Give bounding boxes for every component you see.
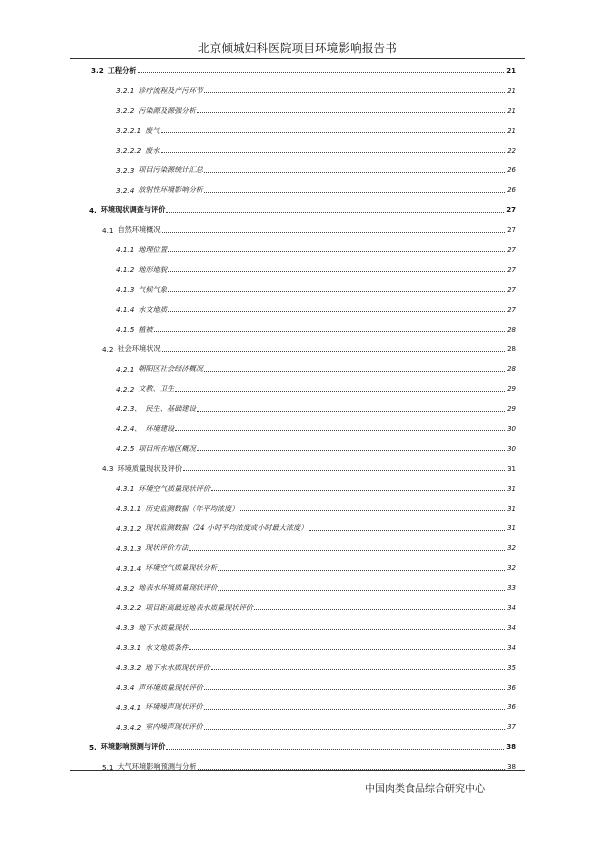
toc-entry-number: 4.2.4、 [116, 423, 142, 433]
toc-entry[interactable] [85, 638, 516, 658]
toc-entry[interactable] [85, 300, 516, 320]
toc-entry-number: 4.3.1.1 [116, 504, 142, 514]
toc-entry[interactable] [85, 658, 516, 678]
dot-leader [168, 311, 505, 312]
footer-rule [70, 770, 525, 771]
toc-entry-number: 3.2.1 [116, 86, 135, 96]
toc-entry[interactable] [85, 419, 516, 439]
toc-entry[interactable] [85, 141, 516, 161]
dot-leader [168, 291, 505, 292]
toc-entry-number: 4.3.4 [116, 683, 135, 693]
toc-entry-title: 现状监测数据（24 小时平均浓度或小时最大浓度） [145, 523, 308, 533]
toc-entry-title: 地理位置 [138, 244, 168, 254]
toc-entry-title: 环境现状调查与评价 [100, 205, 166, 215]
toc-entry[interactable] [85, 320, 516, 340]
dot-leader [168, 251, 505, 252]
toc-entry-page-number: 27 [507, 226, 516, 235]
dot-leader [162, 351, 506, 352]
toc-entry-number: 5. [89, 742, 97, 752]
toc-entry[interactable] [85, 61, 516, 81]
toc-entry[interactable] [85, 578, 516, 598]
toc-entry-page-number: 21 [507, 106, 516, 115]
toc-entry[interactable] [85, 101, 516, 121]
toc-entry-title: 自然环境概况 [117, 225, 161, 235]
toc-entry-page-number: 28 [507, 325, 516, 334]
toc-entry-title: 环境质量现状及评价 [117, 463, 183, 473]
toc-entry-title: 环境噪声现状评价 [145, 702, 203, 712]
toc-entry-title: 环境空气质量现状分析 [145, 563, 218, 573]
toc-entry-page-number: 29 [507, 405, 516, 414]
toc-entry-number: 4.3.3.1 [116, 643, 142, 653]
dot-leader [204, 709, 505, 710]
toc-entry-number: 4.1.5 [116, 325, 135, 335]
toc-entry[interactable] [85, 538, 516, 558]
toc-entry-page-number: 34 [507, 623, 516, 632]
toc-entry-page-number: 28 [507, 365, 516, 374]
dot-leader [162, 232, 506, 233]
dot-leader [161, 132, 506, 133]
toc-entry-title: 地表水环境质量现状评价 [138, 583, 218, 593]
toc-entry-number: 4.3.1.4 [116, 563, 142, 573]
toc-entry[interactable] [85, 518, 516, 538]
toc-entry-title: 地形地貌 [138, 264, 168, 274]
toc-entry-number: 3.2.4 [116, 185, 135, 195]
toc-entry-page-number: 21 [507, 86, 516, 95]
toc-entry-number: 4.1.1 [116, 245, 135, 255]
toc-entry[interactable] [85, 757, 516, 777]
toc-entry[interactable] [85, 121, 516, 141]
toc-entry-number: 3.2 [91, 66, 104, 76]
dot-leader [166, 749, 504, 750]
toc-entry[interactable] [85, 180, 516, 200]
toc-entry-title: 历史监测数据（年平均浓度） [145, 503, 239, 513]
toc-entry[interactable] [85, 499, 516, 519]
toc-entry-number: 4.2 [102, 344, 114, 354]
toc-entry-title: 水文地质 [138, 304, 168, 314]
toc-entry-title: 声环境质量现状评价 [138, 682, 203, 692]
toc-entry-page-number: 32 [507, 564, 516, 573]
toc-entry[interactable] [85, 399, 516, 419]
toc-entry-title: 室内噪声现状评价 [145, 722, 203, 732]
toc-entry-page-number: 30 [507, 424, 516, 433]
dot-leader [197, 112, 505, 113]
dot-leader [211, 669, 505, 670]
dot-leader [175, 391, 505, 392]
toc-entry-number: 4.1.3 [116, 285, 135, 295]
toc-entry-page-number: 31 [507, 524, 516, 533]
toc-entry-number: 4.3.2 [116, 583, 135, 593]
toc-entry[interactable] [85, 280, 516, 300]
toc-entry[interactable] [85, 339, 516, 359]
toc-entry-page-number: 22 [507, 146, 516, 155]
toc-entry[interactable] [85, 439, 516, 459]
toc-entry-title: 民生、基础建设 [145, 404, 196, 414]
toc-entry-title: 废气 [145, 125, 160, 135]
dot-leader [197, 450, 505, 451]
dot-leader [189, 550, 505, 551]
toc-entry-page-number: 34 [507, 603, 516, 612]
toc-entry-page-number: 37 [507, 723, 516, 732]
dot-leader [161, 152, 506, 153]
toc-entry-page-number: 26 [507, 166, 516, 175]
dot-leader [204, 729, 505, 730]
toc-entry-title: 大气环境影响预测与分析 [117, 762, 197, 772]
toc-entry-number: 4.3.1 [116, 484, 135, 494]
dot-leader [204, 192, 505, 193]
toc-entry-number: 4.3 [102, 464, 114, 474]
toc-entry-page-number: 32 [507, 544, 516, 553]
toc-entry-title: 朝阳区社会经济概况 [138, 364, 203, 374]
toc-entry-page-number: 38 [507, 763, 516, 772]
toc-entry-page-number: 31 [507, 464, 516, 473]
toc-entry-page-number: 33 [507, 584, 516, 593]
toc-entry[interactable] [85, 618, 516, 638]
toc-entry[interactable] [85, 160, 516, 180]
toc-entry-number: 4.1 [102, 225, 114, 235]
toc-entry-page-number: 27 [507, 285, 516, 294]
dot-leader [309, 530, 506, 531]
toc-entry-page-number: 29 [507, 385, 516, 394]
dot-leader [240, 510, 505, 511]
dot-leader [183, 470, 505, 471]
dot-leader [190, 629, 505, 630]
toc-entry-page-number: 28 [507, 345, 516, 354]
toc-entry[interactable] [85, 81, 516, 101]
toc-entry-title: 地下水质量现状 [138, 622, 189, 632]
toc-entry-page-number: 27 [507, 245, 516, 254]
toc-entry-number: 4.3.3 [116, 623, 135, 633]
toc-entry-page-number: 27 [506, 206, 516, 215]
dot-leader [211, 490, 505, 491]
table-of-contents [85, 61, 516, 777]
toc-entry-title: 放射性环境影响分析 [138, 185, 203, 195]
toc-entry-title: 工程分析 [107, 65, 137, 75]
toc-entry[interactable] [85, 717, 516, 737]
toc-entry[interactable] [85, 598, 516, 618]
toc-entry-number: 4.2.3、 [116, 404, 142, 414]
toc-entry-title: 水文地质条件 [145, 642, 189, 652]
dot-leader [154, 331, 505, 332]
toc-entry-page-number: 27 [507, 305, 516, 314]
toc-entry-title: 环境空气质量现状评价 [138, 483, 211, 493]
toc-entry-number: 4.1.4 [116, 305, 135, 315]
toc-entry-number: 5.1 [102, 762, 114, 772]
toc-entry-number: 3.2.2 [116, 106, 135, 116]
toc-entry-title: 诊疗流程及产污环节 [138, 85, 203, 95]
toc-entry-title: 项目所在地区概况 [138, 443, 196, 453]
toc-entry-page-number: 30 [507, 444, 516, 453]
toc-entry-number: 4.2.5 [116, 444, 135, 454]
toc-entry-title: 环境影响预测与评价 [100, 742, 166, 752]
toc-entry-number: 4.3.1.2 [116, 523, 142, 533]
toc-entry-title: 项目污染源统计汇总 [138, 165, 203, 175]
toc-entry-title: 现状评价方法 [145, 543, 189, 553]
dot-leader [218, 570, 505, 571]
toc-entry-title: 环境建设 [145, 423, 175, 433]
toc-entry-number: 3.2.2.1 [116, 126, 142, 136]
toc-entry-page-number: 27 [507, 265, 516, 274]
toc-entry[interactable] [85, 558, 516, 578]
toc-entry-title: 社会环境状况 [117, 344, 161, 354]
dot-leader [197, 411, 505, 412]
dot-leader [254, 609, 505, 610]
toc-entry-number: 3.2.2.2 [116, 146, 142, 155]
toc-entry[interactable] [85, 240, 516, 260]
toc-entry[interactable] [85, 220, 516, 240]
dot-leader [204, 689, 505, 690]
toc-entry-title: 废水 [145, 145, 160, 155]
dot-leader [138, 72, 505, 73]
toc-entry[interactable] [85, 459, 516, 479]
toc-entry-page-number: 31 [507, 484, 516, 493]
toc-entry[interactable] [85, 260, 516, 280]
dot-leader [204, 172, 505, 173]
toc-entry[interactable] [85, 698, 516, 718]
page-header: 北京倾城妇科医院项目环境影响报告书 [198, 41, 397, 55]
toc-entry-page-number: 36 [507, 683, 516, 692]
toc-entry-page-number: 21 [506, 66, 516, 75]
toc-entry-number: 4.3.4.2 [116, 722, 142, 732]
toc-entry-page-number: 34 [507, 643, 516, 652]
toc-entry[interactable] [85, 678, 516, 698]
toc-entry-page-number: 31 [507, 504, 516, 513]
dot-leader [189, 649, 505, 650]
toc-entry-number: 4. [89, 205, 97, 215]
toc-entry-number: 4.3.1.3 [116, 543, 142, 553]
dot-leader [175, 430, 505, 431]
toc-entry-title: 气候气象 [138, 284, 168, 294]
page-footer: 中国肉类食品综合研究中心 [365, 784, 485, 795]
toc-entry[interactable] [85, 359, 516, 379]
dot-leader [204, 92, 505, 93]
toc-entry-page-number: 38 [506, 743, 516, 752]
toc-entry-title: 污染源及源强分析 [138, 105, 196, 115]
dot-leader [166, 212, 504, 213]
toc-entry[interactable] [85, 737, 516, 757]
toc-entry-number: 3.2.3 [116, 165, 135, 175]
dot-leader [204, 371, 505, 372]
toc-entry-title: 文教、卫生 [138, 384, 175, 394]
toc-entry-title: 植被 [138, 324, 153, 334]
toc-entry-page-number: 35 [507, 663, 516, 672]
toc-entry-number: 4.3.3.2 [116, 663, 142, 673]
toc-entry-page-number: 26 [507, 186, 516, 195]
toc-entry[interactable] [85, 479, 516, 499]
toc-entry-number: 4.3.2.2 [116, 603, 142, 613]
toc-entry-number: 4.2.1 [116, 364, 135, 374]
toc-entry-page-number: 36 [507, 703, 516, 712]
toc-entry-page-number: 21 [507, 126, 516, 135]
toc-entry[interactable] [85, 379, 516, 399]
toc-entry-number: 4.3.4.1 [116, 702, 142, 712]
dot-leader [168, 271, 505, 272]
header-rule [70, 58, 525, 59]
dot-leader [218, 590, 505, 591]
toc-entry-number: 4.2.2 [116, 384, 135, 394]
toc-entry[interactable] [85, 200, 516, 220]
toc-entry-title: 项目距离最近地表水质量现状评价 [145, 602, 253, 612]
toc-entry-title: 地下水水质现状评价 [145, 662, 210, 672]
toc-entry-number: 4.1.2 [116, 265, 135, 275]
